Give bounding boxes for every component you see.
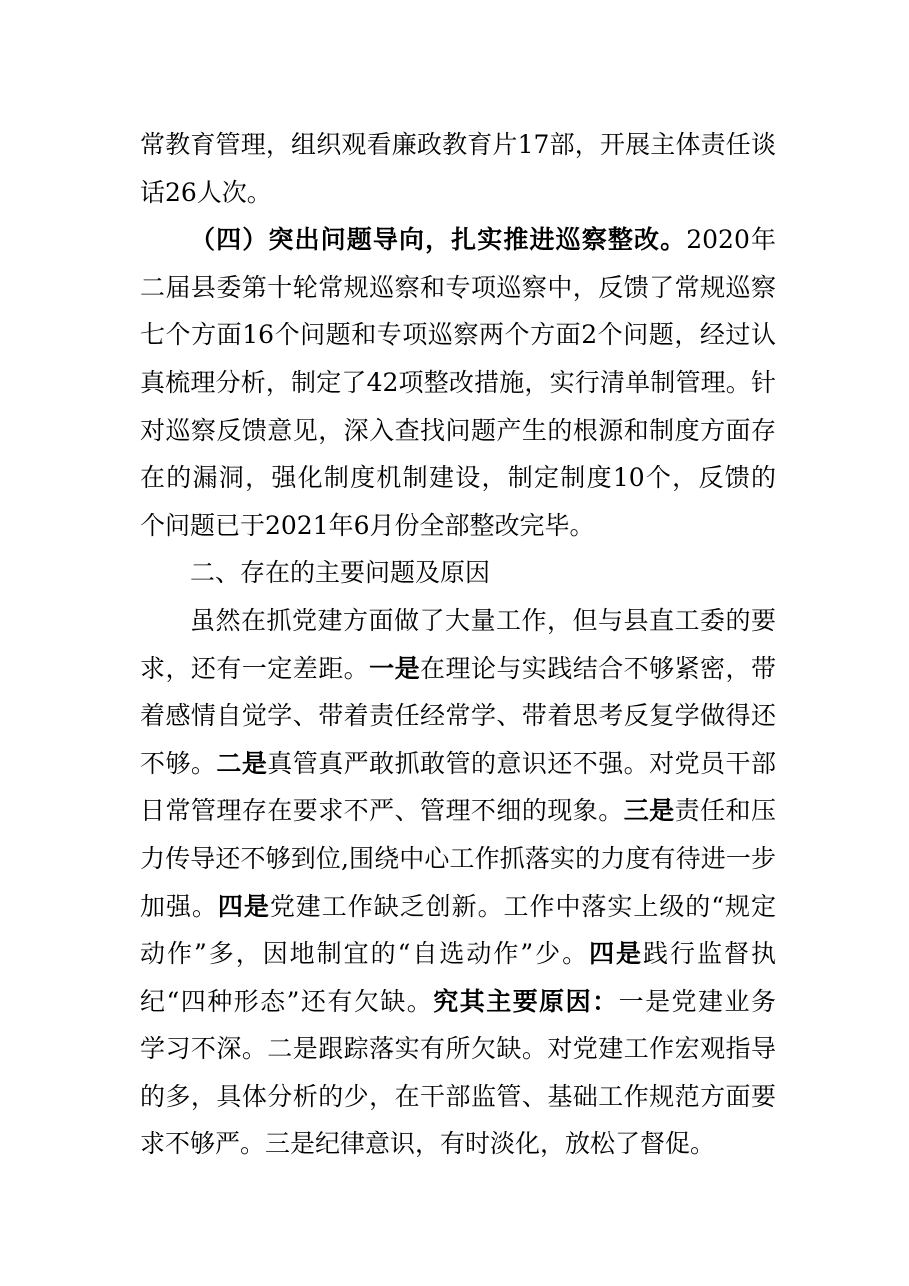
text-line bbox=[140, 645, 776, 693]
text-line bbox=[140, 1025, 776, 1073]
text-line bbox=[140, 1120, 776, 1168]
text-line bbox=[140, 930, 776, 978]
text-run: 在理论与实践结合不够紧密，带 bbox=[420, 653, 776, 683]
text-run: 个问题已于2021年6月份全部整改完毕。 bbox=[140, 510, 595, 540]
text-run: 着感情自觉学、带着责任经常学、带着思考反复学做得还 bbox=[140, 701, 776, 731]
document-body bbox=[140, 121, 776, 1168]
text-run: 真管真严敢抓敢管的意识还不强。对党员干部 bbox=[267, 748, 776, 778]
text-line bbox=[140, 692, 776, 740]
text-run: 的多，具体分析的少，在干部监管、基础工作规范方面要 bbox=[140, 1081, 776, 1111]
emphasis-label: 一是 bbox=[369, 653, 421, 683]
text-run: 七个方面16个问题和专项巡察两个方面2个问题，经过认 bbox=[140, 320, 776, 350]
text-line bbox=[140, 311, 776, 359]
text-run: 纪“四种形态”还有欠缺。 bbox=[140, 986, 434, 1016]
text-line bbox=[140, 121, 776, 169]
text-run: 真梳理分析，制定了42项整改措施，实行清单制管理。针 bbox=[140, 367, 776, 397]
section-heading: （四）突出问题导向，扎实推进巡察整改。 bbox=[190, 225, 687, 255]
text-line bbox=[140, 454, 776, 502]
text-line bbox=[140, 169, 776, 217]
emphasis-label: 二是 bbox=[216, 748, 268, 778]
text-run: 党建工作缺乏创新。工作中落实上级的“规定 bbox=[269, 891, 776, 921]
emphasis-label: 四是 bbox=[589, 939, 644, 969]
emphasis-label: 三是 bbox=[623, 796, 675, 826]
text-run: 日常管理存在要求不严、管理不细的现象。 bbox=[140, 796, 624, 826]
text-run: 践行监督执 bbox=[643, 939, 776, 969]
text-run: 责任和压 bbox=[674, 796, 776, 826]
text-run: 学习不深。二是跟踪落实有所欠缺。对党建工作宏观指导 bbox=[140, 1034, 776, 1064]
text-run: 二、存在的主要问题及原因 bbox=[190, 558, 491, 588]
text-run: 对巡察反馈意见，深入查找问题产生的根源和制度方面存 bbox=[140, 415, 776, 445]
text-run: 力传导还不够到位,围绕中心工作抓落实的力度有待进一步 bbox=[140, 843, 776, 873]
text-run: 求不够严。三是纪律意识，有时淡化，放松了督促。 bbox=[140, 1129, 716, 1159]
section-heading-line bbox=[140, 216, 776, 264]
text-run: 不够。 bbox=[140, 748, 217, 778]
text-line bbox=[140, 359, 776, 407]
text-run: 常教育管理，组织观看廉政教育片17部，开展主体责任谈 bbox=[140, 130, 776, 159]
text-line bbox=[140, 835, 776, 883]
text-run: 虽然在抓党建方面做了大量工作，但与县直工委的要 bbox=[190, 605, 776, 635]
text-line bbox=[140, 502, 776, 550]
text-line bbox=[140, 264, 776, 312]
text-run: 求，还有一定差距。 bbox=[140, 653, 370, 683]
text-run: 一是党建业务 bbox=[618, 986, 776, 1016]
text-line bbox=[140, 407, 776, 455]
text-line bbox=[140, 883, 776, 931]
text-run: 话26人次。 bbox=[140, 177, 272, 207]
text-line bbox=[140, 1073, 776, 1121]
text-line bbox=[140, 978, 776, 1026]
text-run: 加强。 bbox=[140, 891, 218, 921]
text-run: 二届县委第十轮常规巡察和专项巡察中，反馈了常规巡察 bbox=[140, 272, 776, 302]
emphasis-label: 四是 bbox=[217, 891, 270, 921]
chapter-heading bbox=[140, 549, 776, 597]
text-run: 动作”多，因地制宜的“自选动作”少。 bbox=[140, 939, 590, 969]
text-line bbox=[140, 597, 776, 645]
text-line bbox=[140, 740, 776, 788]
text-run: 在的漏洞，强化制度机制建设，制定制度10个，反馈的 bbox=[140, 463, 776, 493]
text-run: 2020年 bbox=[686, 225, 776, 255]
emphasis-label: 究其主要原因： bbox=[433, 986, 619, 1016]
text-line bbox=[140, 787, 776, 835]
